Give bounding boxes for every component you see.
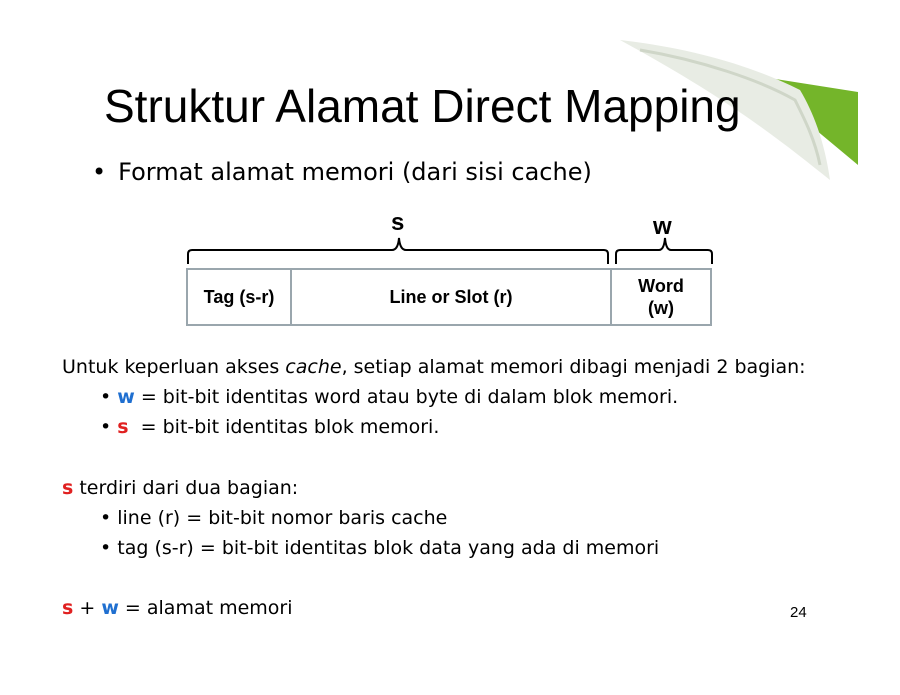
list-item-line: • line (r) = bit-bit nomor baris cache — [100, 507, 448, 529]
list-item-s: • s = bit-bit identitas blok memori. — [100, 416, 440, 438]
braces — [186, 210, 714, 270]
bullet-text: Format alamat memori (dari sisi cache) — [118, 158, 592, 186]
intro-em: cache — [285, 356, 342, 378]
w-desc: = bit-bit identitas word atau byte di dalam blok memori. — [134, 386, 679, 408]
list-item-tag: • tag (s-r) = bit-bit identitas blok data yang ada di memori — [100, 537, 660, 559]
s-parts-paragraph — [62, 473, 298, 503]
sum-plus: + — [73, 597, 102, 619]
s-parts-desc: terdiri dari dua bagian: — [73, 477, 299, 499]
bullet-point — [92, 156, 592, 188]
address-format-diagram — [186, 210, 714, 332]
bullet-dot: • — [92, 158, 107, 186]
field-word-line1: Word — [638, 276, 684, 296]
sum-s: s — [62, 597, 74, 619]
list-item-w: • w = bit-bit identitas word atau byte di dalam blok memori. — [100, 386, 679, 408]
field-tag: Tag (s-r) — [188, 270, 292, 324]
brace-w-label: w — [653, 213, 672, 240]
s-key: s — [117, 416, 129, 438]
field-word — [612, 270, 710, 324]
address-fields — [186, 268, 712, 326]
tag-item-text: tag (s-r) = bit-bit identitas blok data yang ada di memori — [117, 537, 660, 559]
intro-paragraph — [62, 352, 806, 382]
w-key: w — [117, 386, 135, 408]
field-word-line2: (w) — [648, 298, 674, 318]
brace-w — [616, 238, 712, 264]
intro-pre: Untuk keperluan akses — [62, 356, 286, 378]
s-desc: = bit-bit identitas blok memori. — [128, 416, 440, 438]
intro-post: , setiap alamat memori dibagi menjadi 2 bagian: — [341, 356, 806, 378]
page-number: 24 — [790, 604, 807, 621]
sum-w: w — [101, 597, 119, 619]
sum-rest: = alamat memori — [118, 597, 293, 619]
line-item-text: line (r) = bit-bit nomor baris cache — [117, 507, 448, 529]
s-parts-key: s — [62, 477, 74, 499]
brace-s-label: s — [391, 209, 405, 236]
slide-title: Struktur Alamat Direct Mapping — [104, 80, 741, 132]
sum-paragraph — [62, 593, 293, 623]
field-line: Line or Slot (r) — [292, 270, 612, 324]
brace-s — [188, 238, 608, 264]
